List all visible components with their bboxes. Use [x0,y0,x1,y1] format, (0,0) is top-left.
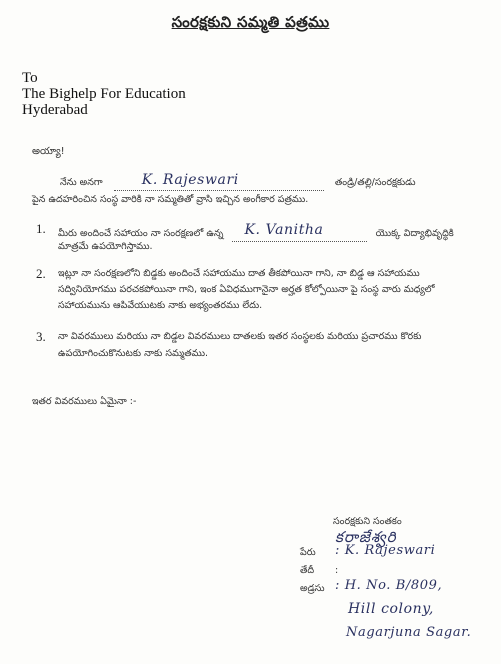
address-line-3-handwritten: Nagarjuna Sagar. [346,625,472,640]
clause-2-line-3: సహాయమును ఆపివేయుటకు నాకు అభ్యంతరము లేదు. [58,300,263,311]
signature-heading: సంరక్షకుని సంతకం [333,516,402,527]
intro-line-1 [60,170,416,190]
intro-prefix: నేను అనగా [60,177,103,188]
page-title: సంరక్షకుని సమ్మతి పత్రము [171,13,330,31]
guardian-name-handwritten: K. Rajeswari [141,172,239,188]
clause-3-line-1: నా వివరములు మరియు నా బిడ్డల వివరములు దాతలకు ఇతర సంస్థలకు మరియు ప్రచారము కొరకు [58,331,422,342]
clause-2-number: 2. [36,266,46,281]
student-name-handwritten: K. Vanitha [244,222,324,238]
salutation: అయ్యా! [32,146,65,157]
clause-2-line-1: ఇట్లూ నా సంరక్షణలోని బిడ్డకు అందించే సహాయము దాత తీకపోయినా గాని, నా బిడ్డ ఆ సహాయము [58,268,420,279]
other-details-label: ఇతర వివరములు ఏమైనా :- [32,396,137,407]
address-line-city: Hyderabad [22,102,88,118]
clause-1-number: 1. [36,221,46,236]
address-line-org: The Bighelp For Education [22,86,186,102]
intro-suffix: తండ్రి/తల్లి/సంరక్షకుడు [334,177,416,188]
address-line-1-handwritten: : H. No. B/809, [335,578,443,593]
date-label: తేదీ [300,565,315,576]
intro-line-2: పైన ఉదహరించిన సంస్థ వారికి నా సమ్మతితో వ్రాసి ఇచ్చిన అంగీకార పత్రము. [32,194,309,205]
clause-3-line-2: ఉపయోగించుకొనుటకు నాకు సమ్మతము. [58,348,209,359]
clause-2-line-2: సద్వినియోగము పరచకపోయినా గాని, ఇంక ఏవిధముగానైనా అర్హత కోల్పోయినా పై సంస్థ వారు మధ్యలో [58,284,435,295]
clause-3-number: 3. [36,329,46,344]
clause-1-line-2: మాత్రమే ఉపయోగిస్తాము. [58,241,153,252]
handwritten-signature: కరాజేశ్వరి [335,528,397,546]
date-value: : [335,565,339,576]
address-line-to: To [22,70,38,86]
address-label: అడ్రసు [300,583,325,594]
address-line-2-handwritten: Hill colony, [348,601,434,617]
clause-1-line-1: మీరు అందించే సహాయం నా సంరక్షణలో ఉన్న K. Vanitha యొక్క విద్యాభివృద్ధికి [58,221,454,241]
name-label: పేరు [300,547,316,558]
name-value-handwritten: : K. Rajeswari [335,543,436,558]
